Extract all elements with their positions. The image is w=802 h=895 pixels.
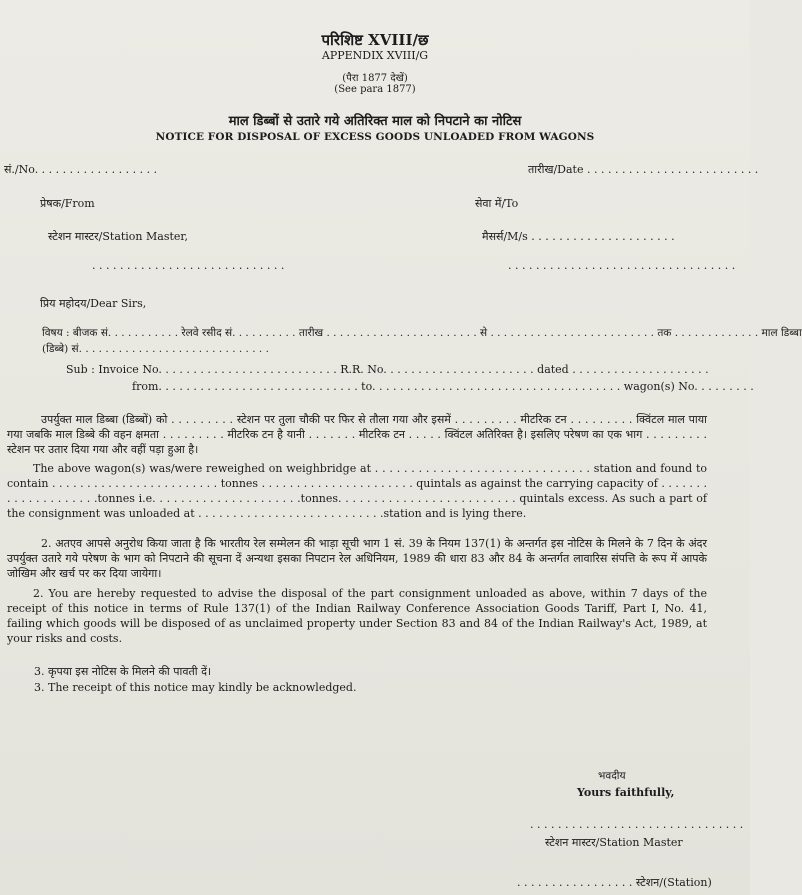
station-master-signature: स्टेशन मास्टर/Station Master bbox=[545, 836, 683, 849]
number-field: सं./No. . . . . . . . . . . . . . . . . . bbox=[4, 163, 158, 176]
from-label: प्रेषक/From bbox=[40, 197, 95, 210]
subject-hindi-line2: (डिब्बे) सं. . . . . . . . . . . . . . . . . . . . . . . . . . . . . bbox=[42, 343, 269, 355]
paragraph-1-hindi: उपर्युक्त माल डिब्बा (डिब्बों) को . . . . . . . . . स्टेशन पर तुला चौकी पर फिर से तौला गया और इसमें . . . . . . . . . मीटरिक टन . . . . . . . . . क्विंटल माल पाया गया जबकि माल डिब्बे की वहन क्षमता . . . . . . . . . मीटरिक टन है यानी . . . . . . . मीटरिक टन . . . . . क्विंटल अतिरिक्त है। इसलिए परेषण का एक भाग . . . . . . . . . स्टेशन पर उतार दिया गया और वहीं पड़ा हुआ है। bbox=[7, 413, 707, 456]
para-ref-english: (See para 1877) bbox=[334, 84, 416, 95]
address-blank-left: . . . . . . . . . . . . . . . . . . . . . . . . . . . . bbox=[92, 259, 285, 272]
appendix-english: APPENDIX XVIII/G bbox=[321, 49, 429, 62]
ms-field: मैसर्स/M/s . . . . . . . . . . . . . . . . . . . . . bbox=[482, 230, 675, 243]
paragraph-1-english: The above wagon(s) was/were reweighed on weighbridge at . . . . . . . . . . . . . . . . . . . . . . . . . . . . . . station and found to contain . . . . . . . . . . . . . . . . . . . . . . . . tonnes . . . . . . . . . . . . . . . . . . . . . . quintals as against the carrying capacity of . . . . . . . . . . . . . . . . . . . .tonnes i.e. . . . . . . . . . . . . . . . . . . . .tonnes. . . . . . . . . . . . . . . . . . . . . . . . . quintals excess. As such a part of the consignment was unloaded at . . . . . . . . . . . . . . . . . . . . . . . . . . .station and is lying there. bbox=[7, 462, 707, 520]
yours-hindi: भवदीय bbox=[598, 770, 626, 782]
appendix-hindi: परिशिष्ट XVIII/छ bbox=[321, 31, 429, 49]
signature-line: . . . . . . . . . . . . . . . . . . . . . . . . . . . . . . . bbox=[530, 818, 744, 831]
paragraph-2-english: 2. You are hereby requested to advise the disposal of the part consignment unloaded as above, within 7 days of the receipt of this notice in terms of Rule 137(1) of the Indian Railway Conference Association Goods Tariff, Part I, No. 41, failing which goods will be disposed of as unclaimed property under Section 83 and 84 of the Indian Railway's Act, 1989, at your risks and costs. bbox=[7, 587, 707, 645]
station-master-addressee: स्टेशन मास्टर/Station Master, bbox=[48, 230, 188, 243]
station-field: . . . . . . . . . . . . . . . . . स्टेशन/(Station) bbox=[517, 876, 712, 889]
paragraph-3-hindi: 3. कृपया इस नोटिस के मिलने की पावती दें। bbox=[34, 665, 212, 678]
subject-hindi-line1: विषय : बीजक सं. . . . . . . . . . . रेलवे रसीद सं. . . . . . . . . . तारीख . . . . . . . . . . . . . . . . . . . . . . . से . . . . . . . . . . . . . . . . . . . . . . . . . तक . . . . . . . . . . . . . माल डिब्बा bbox=[42, 327, 802, 339]
date-field: तारीख/Date . . . . . . . . . . . . . . . . . . . . . . . . . bbox=[528, 163, 759, 176]
address-blank-right: . . . . . . . . . . . . . . . . . . . . . . . . . . . . . . . . . bbox=[508, 259, 736, 272]
to-label: सेवा में/To bbox=[475, 197, 519, 210]
paragraph-2-hindi: 2. अतएव आपसे अनुरोध किया जाता है कि भारतीय रेल सम्मेलन की भाड़ा सूची भाग 1 सं. 39 के नियम 137(1) के अन्तर्गत इस नोटिस के मिलने के 7 दिन के अंदर उपर्युक्त उतारे गये परेषण के भाग को निपटाने की सूचना दें अन्यथा इसका निपटान रेल अधिनियम, 1989 की धारा 83 और 84 के अन्तर्गत लावारिस संपत्ति के रूप में आपके जोखिम और खर्च पर कर दिया जायेगा। bbox=[7, 537, 707, 580]
para-ref-hindi: (पैरा 1877 देखें) bbox=[342, 73, 408, 84]
yours-faithfully: Yours faithfully, bbox=[577, 786, 675, 799]
paragraph-3-english: 3. The receipt of this notice may kindly be acknowledged. bbox=[34, 681, 357, 694]
subject-english-line1: Sub : Invoice No. . . . . . . . . . . . . . . . . . . . . . . . . . R.R. No. . . . . . . . . . . . . . . . . . . . . . dated . . . . . . . . . . . . . . . . . . . . bbox=[66, 363, 709, 376]
subject-english-line2: from. . . . . . . . . . . . . . . . . . . . . . . . . . . . . to. . . . . . . . . . . . . . . . . . . . . . . . . . . . . . . . . . . . wagon(s) No. . . . . . . . . bbox=[132, 380, 754, 393]
salutation: प्रिय महोदय/Dear Sirs, bbox=[40, 297, 147, 310]
title-hindi: माल डिब्बों से उतारे गये अतिरिक्त माल को निपटाने का नोटिस bbox=[228, 114, 522, 129]
title-english: NOTICE FOR DISPOSAL OF EXCESS GOODS UNLOADED FROM WAGONS bbox=[155, 131, 595, 143]
